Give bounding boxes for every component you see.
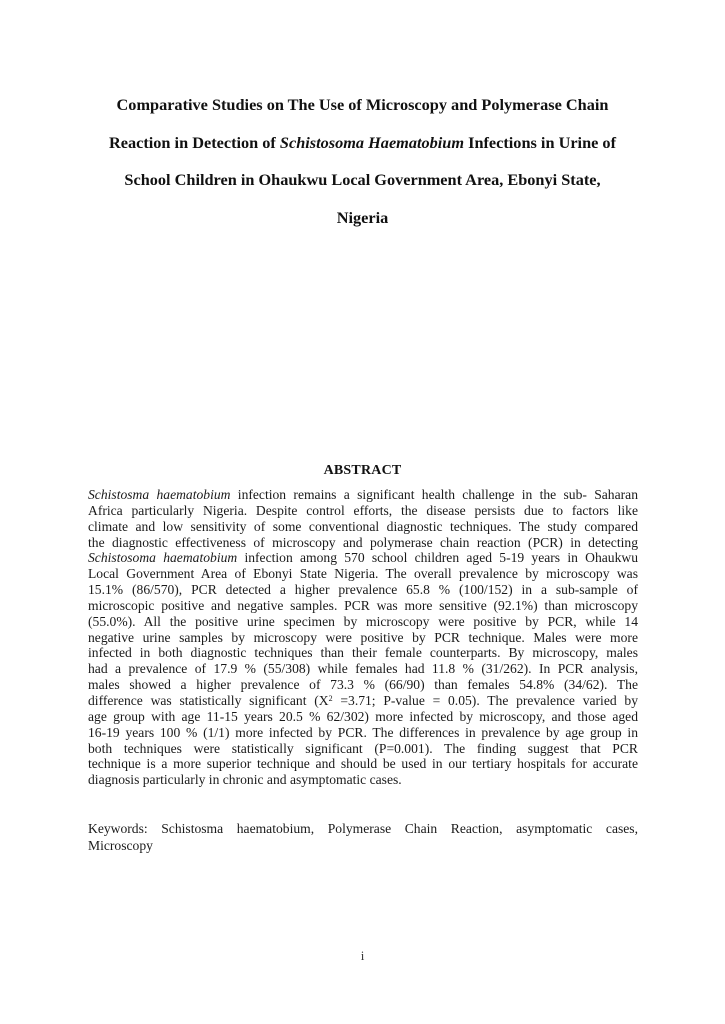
abstract-text: had a prevalence of 17.9 % (55/308) while females had 11.8 % (31/262). In PCR analysis, <box>88 661 638 677</box>
abstract-text: technique is a more superior technique and should be used in our tertiary hospitals for accurate <box>88 756 638 772</box>
abstract-text: both techniques were statistically significant (P=0.001). The finding suggest that PCR <box>88 740 638 756</box>
abstract-line <box>88 566 638 582</box>
abstract-body <box>88 487 638 788</box>
abstract-line <box>88 772 638 788</box>
abstract-text: 16-19 years 100 % (1/1) more infected by PCR. The differences in prevalence by age group in <box>88 724 638 740</box>
title-line-2 <box>70 124 655 162</box>
abstract-text: climate and low sensitivity of some conventional diagnostic techniques. The study compared <box>88 518 638 534</box>
abstract-line <box>88 550 638 566</box>
abstract-text: =3.71; P-value = 0.05). The prevalence varied by <box>332 692 639 708</box>
keywords-line: Microscopy <box>88 838 153 853</box>
abstract-line <box>88 661 638 677</box>
title-line-1 <box>70 86 655 124</box>
abstract-line <box>88 614 638 630</box>
abstract-line <box>88 503 638 519</box>
title-text: Reaction in Detection of <box>109 132 280 152</box>
title-text: Infections in Urine of <box>464 132 616 152</box>
abstract-heading: ABSTRACT <box>323 463 402 478</box>
abstract-text: infection among 570 school children aged 5-19 years in Ohaukwu <box>237 550 639 566</box>
abstract-text: negative urine samples by microscopy were positive by PCR technique. Males were more <box>88 629 638 645</box>
abstract-line <box>88 582 638 598</box>
superscript: 2 <box>328 693 333 703</box>
abstract-line <box>88 645 638 661</box>
abstract-text: (55.0%). All the positive urine specimen by microscopy were positive by PCR, while 14 <box>88 613 638 629</box>
keywords <box>88 820 638 854</box>
abstract-line <box>88 756 638 772</box>
abstract-line <box>88 677 638 693</box>
abstract-text: Local Government Area of Ebonyi State Nigeria. The overall prevalence by microscopy was <box>88 566 638 582</box>
abstract-text: Africa particularly Nigeria. Despite control efforts, the disease persists due to factors like <box>88 502 638 518</box>
abstract-text: microscopic positive and negative samples. PCR was more sensitive (92.1%) than microscopy <box>88 597 638 613</box>
abstract-text: diagnosis particularly in chronic and asymptomatic cases. <box>88 772 402 788</box>
abstract-line <box>88 693 638 709</box>
abstract-line <box>88 598 638 614</box>
abstract-line <box>88 630 638 646</box>
abstract-text: difference was statistically significant (X <box>88 692 329 708</box>
page-number: i <box>360 948 365 963</box>
species-name: Schistosoma haematobium <box>88 550 238 566</box>
abstract-line <box>88 535 638 551</box>
abstract-line <box>88 519 638 535</box>
abstract-text: the diagnostic effectiveness of microscopy and polymerase chain reaction (PCR) in detecting <box>88 534 638 550</box>
abstract-line <box>88 487 638 503</box>
abstract-text: 15.1% (86/570), PCR detected a higher prevalence 65.8 % (100/152) in a sub-sample of <box>88 582 638 598</box>
abstract-line <box>88 725 638 741</box>
species-name: Schistosma haematobium <box>88 487 231 502</box>
abstract-text: infected in both diagnostic techniques than their female counterparts. By microscopy, males <box>88 645 638 661</box>
paper-title <box>70 86 655 236</box>
abstract-line <box>88 741 638 757</box>
title-text: School Children in Ohaukwu Local Government Area, Ebonyi State, <box>124 170 601 189</box>
title-text: Nigeria <box>336 207 389 227</box>
title-text: Comparative Studies on The Use of Microscopy and Polymerase Chain <box>116 95 609 114</box>
abstract-text: males showed a higher prevalence of 73.3 % (66/90) than females 54.8% (34/62). The <box>88 677 638 693</box>
title-species-name: Schistosoma Haematobium <box>279 132 465 152</box>
title-line-4 <box>70 199 655 237</box>
abstract-line <box>88 709 638 725</box>
keywords-line: Keywords: Schistosma haematobium, Polymerase Chain Reaction, asymptomatic cases, <box>88 821 638 836</box>
abstract-text: infection remains a significant health challenge in the sub- Saharan <box>230 487 638 502</box>
abstract-text: age group with age 11-15 years 20.5 % 62/302) more infected by microscopy, and those aged <box>88 708 638 724</box>
title-line-3 <box>70 161 655 199</box>
